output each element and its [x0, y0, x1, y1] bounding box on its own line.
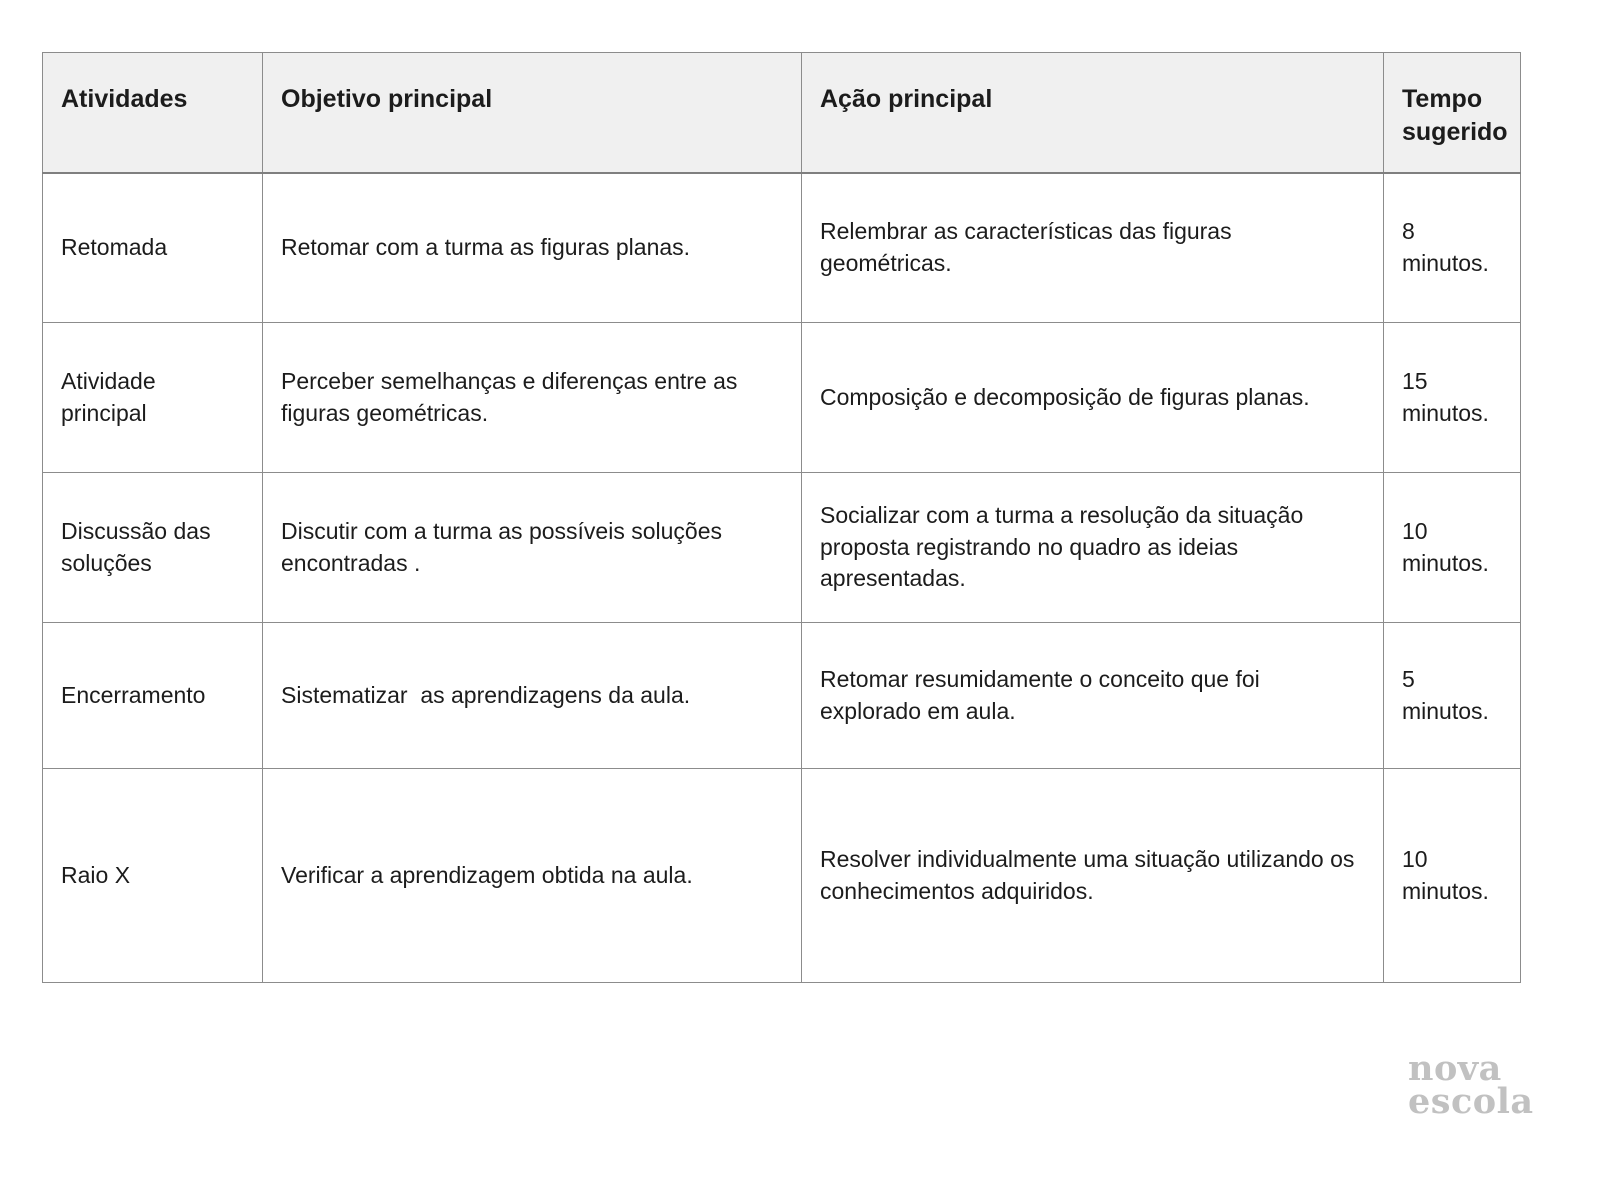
cell-acao: Retomar resumidamente o conceito que foi explorado em aula.: [802, 623, 1384, 769]
cell-objetivo: Retomar com a turma as figuras planas.: [263, 173, 802, 323]
cell-tempo: 8 minutos.: [1384, 173, 1521, 323]
nova-escola-logo: [1408, 1048, 1534, 1123]
cell-tempo: 10 minutos.: [1384, 473, 1521, 623]
cell-atividade: Raio X: [43, 769, 263, 983]
table-header-row: [43, 53, 1521, 173]
cell-acao: Socializar com a turma a resolução da situação proposta registrando no quadro as ideias apresentadas.: [802, 473, 1384, 623]
cell-tempo: 5 minutos.: [1384, 623, 1521, 769]
cell-tempo: 15 minutos.: [1384, 323, 1521, 473]
header-cell-tempo-sugerido: Tempo sugerido: [1384, 53, 1521, 173]
cell-tempo: 10 minutos.: [1384, 769, 1521, 983]
table-row: [43, 473, 1521, 623]
cell-acao: Relembrar as características das figuras geométricas.: [802, 173, 1384, 323]
table-row: [43, 769, 1521, 983]
cell-atividade: Atividade principal: [43, 323, 263, 473]
logo-line-1: nova: [1408, 1048, 1502, 1089]
cell-atividade: Retomada: [43, 173, 263, 323]
cell-acao: Composição e decomposição de figuras planas.: [802, 323, 1384, 473]
cell-objetivo: Discutir com a turma as possíveis soluções encontradas .: [263, 473, 802, 623]
table-row: [43, 173, 1521, 323]
cell-acao: Resolver individualmente uma situação utilizando os conhecimentos adquiridos.: [802, 769, 1384, 983]
lesson-plan-table: [42, 52, 1521, 983]
cell-atividade: Discussão das soluções: [43, 473, 263, 623]
cell-objetivo: Verificar a aprendizagem obtida na aula.: [263, 769, 802, 983]
header-cell-acao-principal: Ação principal: [802, 53, 1384, 173]
header-cell-atividades: Atividades: [43, 53, 263, 173]
header-cell-objetivo-principal: Objetivo principal: [263, 53, 802, 173]
cell-objetivo: Sistematizar as aprendizagens da aula.: [263, 623, 802, 769]
table-row: [43, 323, 1521, 473]
table-row: [43, 623, 1521, 769]
cell-atividade: Encerramento: [43, 623, 263, 769]
logo-line-2: escola: [1408, 1081, 1534, 1123]
cell-objetivo: Perceber semelhanças e diferenças entre as figuras geométricas.: [263, 323, 802, 473]
